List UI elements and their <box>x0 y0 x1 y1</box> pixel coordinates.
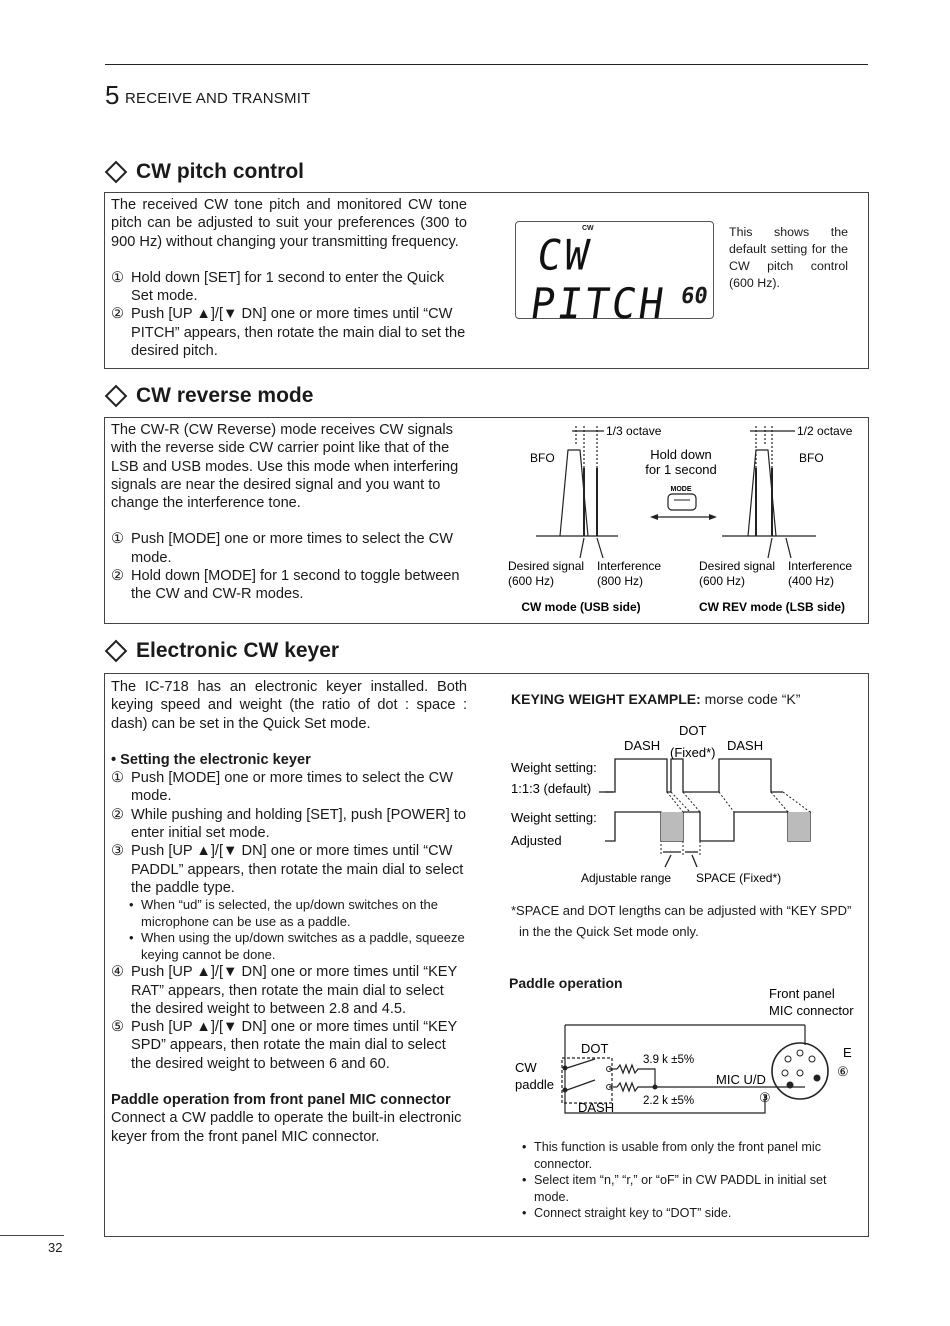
step-item <box>111 963 467 1018</box>
paddle-wiring-diagram <box>505 983 865 1125</box>
chapter-number: 5 <box>105 80 120 110</box>
step-item <box>111 567 467 604</box>
adjustable-range-label: Adjustable range <box>581 871 672 885</box>
dot-label: DOT <box>679 723 707 738</box>
step-item <box>111 842 467 897</box>
adjustable-area <box>661 812 683 841</box>
step-item <box>111 269 467 306</box>
junction <box>563 1088 568 1093</box>
note-item: • Connect straight key to “DOT” side. <box>522 1206 732 1220</box>
cw-pitch-intro: The received CW tone pitch and monitored CW tone pitch can be adjusted to suit your preferences (300 to 900 Hz) without changing your transmitting frequency. <box>111 197 467 250</box>
bfo-right-label: BFO <box>799 451 824 465</box>
leader <box>786 538 791 558</box>
dot-label: DOT <box>581 1041 609 1056</box>
cw-rev-mode-caption: CW REV mode (LSB side) <box>698 600 846 614</box>
step-text: Push [MODE] one or more times to select the CW mode. <box>131 531 453 566</box>
paddle-mic-text: Connect a CW paddle to operate the built-in electronic keyer from the front panel MIC connector. <box>111 1110 462 1145</box>
step-item <box>111 1018 467 1073</box>
waveform-adjusted <box>605 812 811 841</box>
step-item <box>111 530 467 567</box>
diamond-icon <box>105 385 128 408</box>
cw-reverse-diagram <box>500 420 865 620</box>
step-number: ① <box>111 770 125 787</box>
interference-freq-label: (800 Hz) <box>597 574 644 588</box>
waveform-default <box>605 759 783 792</box>
lcd-display <box>515 221 714 329</box>
hold-duration-label: for 1 second <box>645 462 717 477</box>
step-text: Push [MODE] one or more times to select the CW mode. <box>131 770 453 805</box>
connector-pin <box>797 1070 803 1076</box>
dash-switch <box>567 1080 595 1090</box>
cw-label: CW <box>515 1060 537 1075</box>
lcd-caption: This shows the default setting for the CW pitch control (600 Hz). <box>729 225 848 290</box>
page-number: 32 <box>48 1240 63 1255</box>
space-fixed-label: SPACE (Fixed*) <box>696 871 782 885</box>
step-number: ② <box>111 568 125 585</box>
note-item: • When “ud” is selected, the up/down switches on the microphone can be use as a paddle. <box>129 897 467 930</box>
mic-ud-label: MIC U/D <box>716 1072 766 1087</box>
header-rule <box>105 64 868 65</box>
section-heading-keyer <box>105 639 339 663</box>
desired-signal-label: Desired signal <box>508 559 585 573</box>
dash-label: DASH <box>727 738 764 753</box>
weight-footnote <box>511 900 861 942</box>
arrow-right-icon <box>709 514 717 520</box>
connector-pin-3 <box>787 1082 794 1089</box>
step-number: ⑤ <box>111 1019 125 1036</box>
step-item <box>111 769 467 806</box>
section-heading-cw-reverse <box>105 384 313 408</box>
mode-key-label: MODE <box>670 486 692 493</box>
mode-key-icon <box>668 494 696 510</box>
step-number: ③ <box>111 843 125 860</box>
note-item: • When using the up/down switches as a paddle, squeeze keying cannot be done. <box>129 930 467 963</box>
resistor-3k9-label: 3.9 k ±5% <box>643 1054 695 1066</box>
pin-6-label: ⑥ <box>837 1064 849 1079</box>
step-text: Push [UP ▲]/[▼ DN] one or more times until “CW PITCH” appears, then rotate the main dial to set the desired pitch. <box>131 306 466 360</box>
section-title: Electronic CW keyer <box>136 639 340 662</box>
step-number: ① <box>111 269 125 286</box>
interference-label: Interference <box>788 559 853 573</box>
connector-pin <box>809 1056 815 1062</box>
weight-setting-label: Weight setting: <box>511 760 597 775</box>
note-text: Select item “n,” “r,” or “oF” in CW PADDL in initial set mode. <box>534 1173 827 1204</box>
pin-3-label: ③ <box>759 1090 771 1105</box>
dash-label: DASH <box>578 1100 615 1115</box>
cw-mode-caption: CW mode (USB side) <box>521 600 641 614</box>
dashed-guide <box>683 792 700 812</box>
connector-pin <box>785 1056 791 1062</box>
interference-freq-label: (400 Hz) <box>788 574 835 588</box>
section-title: CW pitch control <box>136 160 304 183</box>
dashed-guide <box>719 792 734 812</box>
cw-reverse-intro: The CW-R (CW Reverse) mode receives CW signals with the reverse side CW carrier point like that of the LSB and USB modes. Use this mode when interfering signals are near the desired signal and you want to change the interference tone. <box>111 422 459 512</box>
weight-adjusted-label: Adjusted <box>511 833 562 848</box>
lcd-cw-indicator: CW <box>582 225 594 232</box>
dot-switch <box>567 1059 595 1068</box>
interference-label: Interference <box>597 559 662 573</box>
dash-label: DASH <box>624 738 661 753</box>
desired-freq-label: (600 Hz) <box>508 574 555 588</box>
leader <box>597 538 603 558</box>
keyer-setting-title: • Setting the electronic keyer <box>111 751 311 768</box>
section-heading-cw-pitch <box>105 160 304 184</box>
paddle-op-title: Paddle operation <box>509 975 623 991</box>
step-text: Push [UP ▲]/[▼ DN] one or more times until “KEY SPD” appears, then rotate the main dial to select the desired weight to between 6 and 60. <box>131 1019 458 1072</box>
hold-down-label: Hold down <box>650 447 712 462</box>
cw-pitch-text <box>111 196 467 360</box>
adjustable-area <box>788 812 810 841</box>
step-number: ② <box>111 806 125 823</box>
paddle-label: paddle <box>515 1077 555 1092</box>
step-number: ④ <box>111 964 125 981</box>
note-text: Connect straight key to “DOT” side. <box>534 1206 732 1220</box>
connector-pin <box>797 1050 803 1056</box>
note-item: • This function is usable from only the front panel mic connector. <box>522 1139 862 1172</box>
dashed-guide <box>771 792 788 812</box>
paddle-notes <box>522 1139 862 1222</box>
footnote-line: *SPACE and DOT lengths can be adjusted with “KEY SPD” <box>511 903 852 918</box>
section-title: CW reverse mode <box>136 384 314 407</box>
desired-freq-label: (600 Hz) <box>699 574 746 588</box>
cw-reverse-text <box>111 421 467 604</box>
weight-example-title-rest: morse code “K” <box>700 691 801 707</box>
keyer-intro: The IC-718 has an electronic keyer installed. Both keying speed and weight (the ratio of dot : space : dash) can be set in the Quick Set mode. <box>111 679 467 732</box>
leader <box>768 538 772 558</box>
step-item <box>111 806 467 843</box>
paddle-outline <box>562 1058 612 1103</box>
mic-connector-label: MIC connector <box>769 1003 854 1018</box>
junction <box>563 1066 568 1071</box>
keying-weight-diagram <box>505 715 865 890</box>
diamond-icon <box>105 640 128 663</box>
step-text: Push [UP ▲]/[▼ DN] one or more times until “CW PADDL” appears, then rotate the main dial to select the paddle type. <box>131 843 464 896</box>
step-item <box>111 305 467 360</box>
footer-rule <box>0 1235 64 1236</box>
weight-setting-label: Weight setting: <box>511 810 597 825</box>
step-text: Push [UP ▲]/[▼ DN] one or more times until “KEY RAT” appears, then rotate the main dial to select the desired weight to between 2.8 and 4.5. <box>131 964 458 1017</box>
resistor-3k9 <box>617 1065 655 1087</box>
front-panel-label: Front panel <box>769 986 835 1001</box>
dot-fixed-label: (Fixed*) <box>670 745 716 760</box>
chapter-title: RECEIVE AND TRANSMIT <box>125 90 311 107</box>
lcd-main-text: CW PITCH <box>527 231 670 329</box>
weight-example-title-bold: KEYING WEIGHT EXAMPLE: <box>511 691 701 707</box>
weight-default-label: 1:1:3 (default) <box>511 781 592 796</box>
connector-pin <box>782 1070 788 1076</box>
resistor-2k2-label: 2.2 k ±5% <box>643 1095 695 1107</box>
connector-pin-6 <box>814 1075 821 1082</box>
step-number: ② <box>111 306 125 323</box>
step-number: ① <box>111 531 125 548</box>
paddle-mic-title: Paddle operation from front panel MIC connector <box>111 1092 451 1109</box>
note-item: • Select item “n,” “r,” or “oF” in CW PADDL in initial set mode. <box>522 1172 862 1205</box>
note-text: When using the up/down switches as a paddle, squeeze keying cannot be done. <box>141 930 465 962</box>
leader <box>692 855 697 867</box>
left-octave-label: 1/3 octave <box>606 424 662 438</box>
leader <box>580 538 584 558</box>
weight-example-title <box>511 691 800 707</box>
bfo-left-label: BFO <box>530 451 555 465</box>
junction <box>653 1085 658 1090</box>
keyer-text <box>111 678 467 1146</box>
right-octave-label: 1/2 octave <box>797 424 853 438</box>
dashed-guide <box>783 792 810 812</box>
note-text: This function is usable from only the front panel mic connector. <box>534 1140 821 1171</box>
desired-signal-label: Desired signal <box>699 559 776 573</box>
step-text: Hold down [SET] for 1 second to enter the Quick Set mode. <box>131 269 445 305</box>
lcd-value: 60 <box>678 284 709 309</box>
step-text: While pushing and holding [SET], push [POWER] to enter initial set mode. <box>131 806 467 842</box>
arrow-left-icon <box>650 514 658 520</box>
footnote-line: in the the Quick Set mode only. <box>519 924 699 939</box>
leader <box>665 855 671 867</box>
step-text: Hold down [MODE] for 1 second to toggle between the CW and CW-R modes. <box>131 568 460 603</box>
note-text: When “ud” is selected, the up/down switches on the microphone can be use as a paddle. <box>141 897 438 929</box>
diamond-icon <box>105 161 128 184</box>
pin-e-label: E <box>843 1045 852 1060</box>
